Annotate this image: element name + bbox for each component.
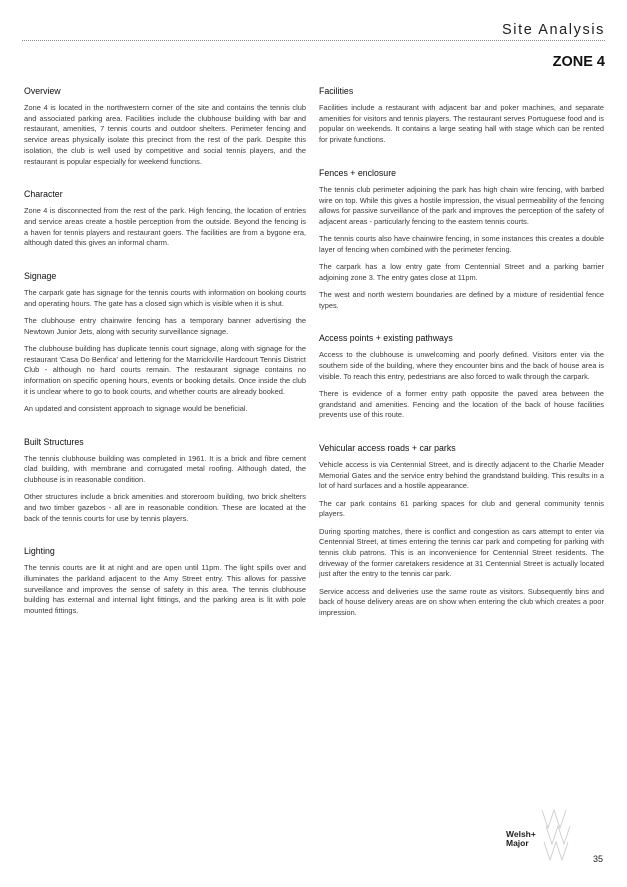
body-paragraph: The tennis courts also have chainwire fencing, in some instances this creates a double layer of fencing when combined with the perimeter fencing. [319, 234, 604, 254]
body-paragraph: The tennis courts are lit at night and are open until 11pm. The light spills over and illuminates the parkland adjacent to the Amy Street entry. This allows for passive surveillance and improves the sense of safety in this area. The tennis clubhouse building has external and internal light fittings, and the parking area is lit with pole mounted fittings. [24, 563, 306, 616]
right-column [319, 86, 604, 641]
body-paragraph: There is evidence of a former entry path opposite the paved area between the grandstand and amenities. Fencing and the location of the back of house facilities prevents use of this route. [319, 388, 604, 420]
body-paragraph: The tennis club perimeter adjoining the park has high chain wire fencing, with barbed wire on top. While this gives a hostile impression, the visual permeability of the fencing allows for passive surveillance of the park and improves the perception of the safety of adjacent areas - particularly fencing to the eastern tennis courts. [319, 184, 604, 226]
body-paragraph: The car park contains 61 parking spaces for club and general community tennis players. [319, 498, 604, 519]
body-paragraph: Access to the clubhouse is unwelcoming and poorly defined. Visitors enter via the southern side of the building, where they encounter bins and the back of house area is visible. To reach this entry, pedestrians are also forced to walk through the carpark. [319, 350, 604, 381]
section-heading: Facilities [319, 86, 354, 96]
page-number: 35 [592, 854, 603, 864]
section [24, 86, 306, 167]
header-divider [22, 40, 605, 41]
body-paragraph: The clubhouse entry chainwire fencing has a temporary banner advertising the Newtown Junior Jets, along with security surveillance signage. [24, 315, 306, 336]
section [319, 86, 604, 146]
section [24, 546, 306, 617]
page-header-title: Site Analysis [501, 22, 605, 38]
section-heading: Character [24, 189, 63, 200]
logo-text [506, 830, 536, 848]
body-paragraph: The carpark has a low entry gate from Centennial Street and a parking barrier adjoining zone 3. The entry gates close at 11pm. [319, 262, 604, 282]
body-paragraph: An updated and consistent approach to signage would be beneficial. [24, 403, 248, 413]
logo-line-2: Major [506, 838, 529, 848]
section [24, 271, 306, 415]
zone-title: ZONE 4 [552, 54, 605, 70]
body-paragraph: During sporting matches, there is conflict and congestion as cars attempt to enter via Centennial Street, at times entering the tennis car park and competing for parking with tennis club patrons. This is an inconvenience for Centennial Street residents. The driveway of the former caretakers residence at 31 Centennial Street is actually located just after the entry to the tennis car park. [319, 526, 604, 579]
section-heading: Vehicular access roads + car parks [319, 443, 456, 454]
body-paragraph: Vehicle access is via Centennial Street, and is directly adjacent to the Charlie Meader Memorial Gates and the service entry behind the grandstand building. This results in a lot of hard surfaces and a hostile appearance. [319, 460, 604, 491]
section [24, 189, 306, 249]
body-paragraph: Service access and deliveries use the same route as visitors. Subsequently bins and back of house delivery areas are on show when entering the club which creates a poor impression. [319, 586, 604, 617]
left-column [24, 86, 306, 639]
body-paragraph: Zone 4 is located in the northwestern corner of the site and contains the tennis club and associated parking area. Facilities include the clubhouse building with bar and restaurant, amenities, 7 tennis courts and outdoor shelters. Perimeter fencing and service areas physically isolate this precinct from the rest of the park. Despite this isolation, the club is well used by competitive and social tennis players, and the restaurant is popular especially for weekend functions. [24, 103, 306, 166]
section [319, 443, 604, 619]
section-heading: Fences + enclosure [319, 167, 397, 178]
section-heading: Signage [24, 271, 57, 282]
body-paragraph: Facilities include a restaurant with adjacent bar and poker machines, and separate amenities for visitors and tennis players. The restaurant serves Portuguese food and is popular on weekends. It contains a large seating hall with stage which can be rented for private functions. [319, 103, 604, 145]
section [319, 333, 604, 421]
section-heading: Built Structures [24, 436, 84, 447]
logo-line-1: Welsh+ [506, 829, 536, 839]
body-paragraph: The tennis clubhouse building was completed in 1961. It is a brick and fibre cement clad building, with membrane and corrugated metal roofing. Although dated, the clubhouse is in reasonable condition. [24, 453, 306, 484]
section [319, 168, 604, 312]
section-heading: Access points + existing pathways [319, 333, 453, 344]
section-heading: Lighting [24, 546, 55, 557]
body-paragraph: Other structures include a brick amenities and storeroom building, two brick shelters and two timber gazebos - all are in reasonable condition. These are located at the back of the tennis courts for use by tennis players. [24, 492, 306, 523]
section-heading: Overview [24, 86, 61, 96]
body-paragraph: Zone 4 is disconnected from the rest of the park. High fencing, the location of entries and service areas create a hostile perception from the outside. Beyond the fencing is a haven for tennis players and restaurant goers. The facilities are from a bygone era, although dated this gives an informal charm. [24, 206, 306, 248]
section [24, 437, 306, 525]
body-paragraph: The carpark gate has signage for the tennis courts with information on booking courts and operating hours. The gate has a closed sign which is visible when it is shut. [24, 288, 306, 308]
body-paragraph: The clubhouse building has duplicate tennis court signage, along with signage for the restaurant 'Casa Do Benfica' and lettering for the Marrickville Hardcourt Tennis District Club - although no hard courts remain. The restaurant signage contains no information on specific opening hours, events or booking details. Once inside the club it is unclear where to go to book courts, and whether courts are already booked. [24, 343, 306, 396]
body-paragraph: The west and north western boundaries are defined by a mixture of residential fence types. [319, 289, 604, 310]
